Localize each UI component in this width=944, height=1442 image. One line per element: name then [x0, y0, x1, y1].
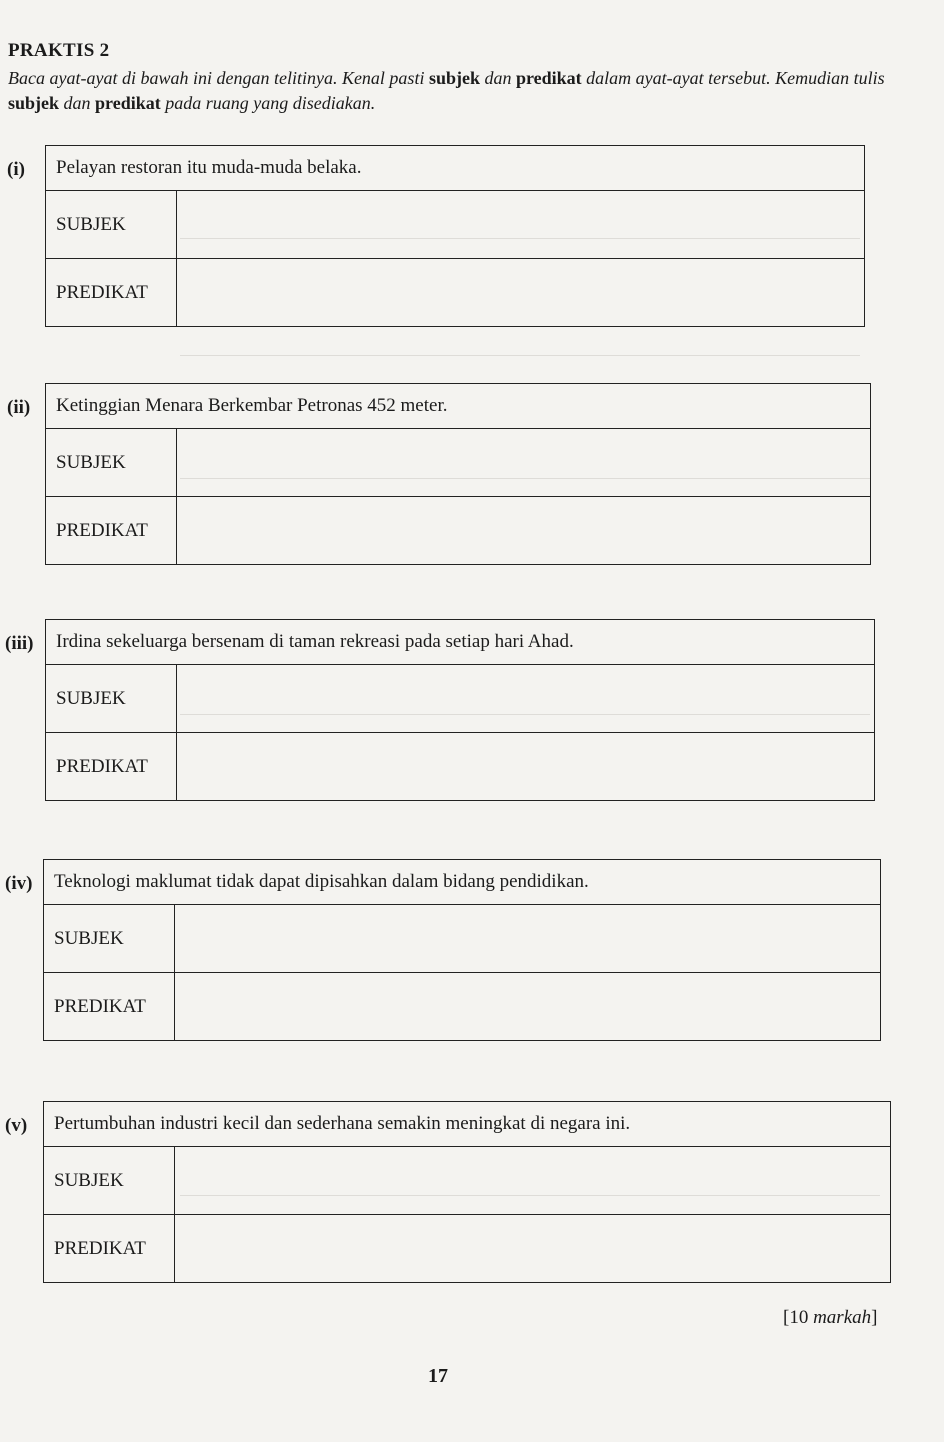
instruction-text: dan: [59, 93, 96, 113]
question-table: [45, 619, 875, 801]
predicate-answer-field[interactable]: [177, 497, 871, 565]
predicate-label: PREDIKAT: [46, 259, 177, 327]
question-sentence: Teknologi maklumat tidak dapat dipisahkan dalam bidang pendidikan.: [44, 860, 881, 905]
subject-label: SUBJEK: [46, 665, 177, 733]
question-number: (ii): [7, 397, 31, 418]
predicate-label: PREDIKAT: [44, 973, 175, 1041]
predicate-answer-field[interactable]: [175, 973, 881, 1041]
question-table: [43, 859, 881, 1041]
subject-answer-field[interactable]: [177, 665, 875, 733]
question-sentence: Irdina sekeluarga bersenam di taman rekreasi pada setiap hari Ahad.: [46, 620, 875, 665]
page-title: PRAKTIS 2: [8, 40, 110, 61]
question-sentence: Pelayan restoran itu muda-muda belaka.: [46, 146, 865, 191]
question-table: [45, 383, 871, 565]
predicate-answer-field[interactable]: [175, 1215, 891, 1283]
subject-answer-field[interactable]: [177, 191, 865, 259]
subject-answer-field[interactable]: [177, 429, 871, 497]
question-number: (iv): [5, 873, 33, 894]
instructions: [8, 66, 888, 116]
marks-word: markah: [813, 1307, 872, 1328]
question-number: (iii): [5, 633, 34, 654]
predicate-label: PREDIKAT: [44, 1215, 175, 1283]
bleed-through-line: [180, 355, 860, 356]
page-number: 17: [428, 1365, 448, 1387]
subject-label: SUBJEK: [44, 1147, 175, 1215]
total-marks: [783, 1307, 877, 1329]
subject-label: SUBJEK: [46, 191, 177, 259]
instruction-text: dalam ayat-ayat tersebut. Kemudian tulis: [581, 68, 885, 88]
subject-label: SUBJEK: [44, 905, 175, 973]
instruction-emphasis: predikat: [515, 68, 582, 88]
question-table: [45, 145, 865, 327]
instruction-emphasis: predikat: [95, 93, 161, 113]
instruction-text: dan: [479, 68, 516, 88]
instruction-emphasis: subjek: [428, 68, 480, 88]
subject-answer-field[interactable]: [175, 1147, 891, 1215]
predicate-label: PREDIKAT: [46, 733, 177, 801]
instruction-emphasis: subjek: [8, 93, 60, 113]
question-sentence: Pertumbuhan industri kecil dan sederhana semakin meningkat di negara ini.: [44, 1102, 891, 1147]
marks-suffix: ]: [871, 1307, 878, 1328]
instruction-text: Baca ayat-ayat di bawah ini dengan telitinya. Kenal pasti: [8, 68, 429, 88]
predicate-answer-field[interactable]: [177, 259, 865, 327]
marks-prefix: [10: [783, 1307, 814, 1328]
predicate-answer-field[interactable]: [177, 733, 875, 801]
question-table: [43, 1101, 891, 1283]
question-sentence: Ketinggian Menara Berkembar Petronas 452 meter.: [46, 384, 871, 429]
instruction-text: pada ruang yang disediakan.: [160, 93, 376, 113]
predicate-label: PREDIKAT: [46, 497, 177, 565]
subject-label: SUBJEK: [46, 429, 177, 497]
subject-answer-field[interactable]: [175, 905, 881, 973]
question-number: (v): [5, 1115, 28, 1136]
question-number: (i): [7, 159, 25, 180]
